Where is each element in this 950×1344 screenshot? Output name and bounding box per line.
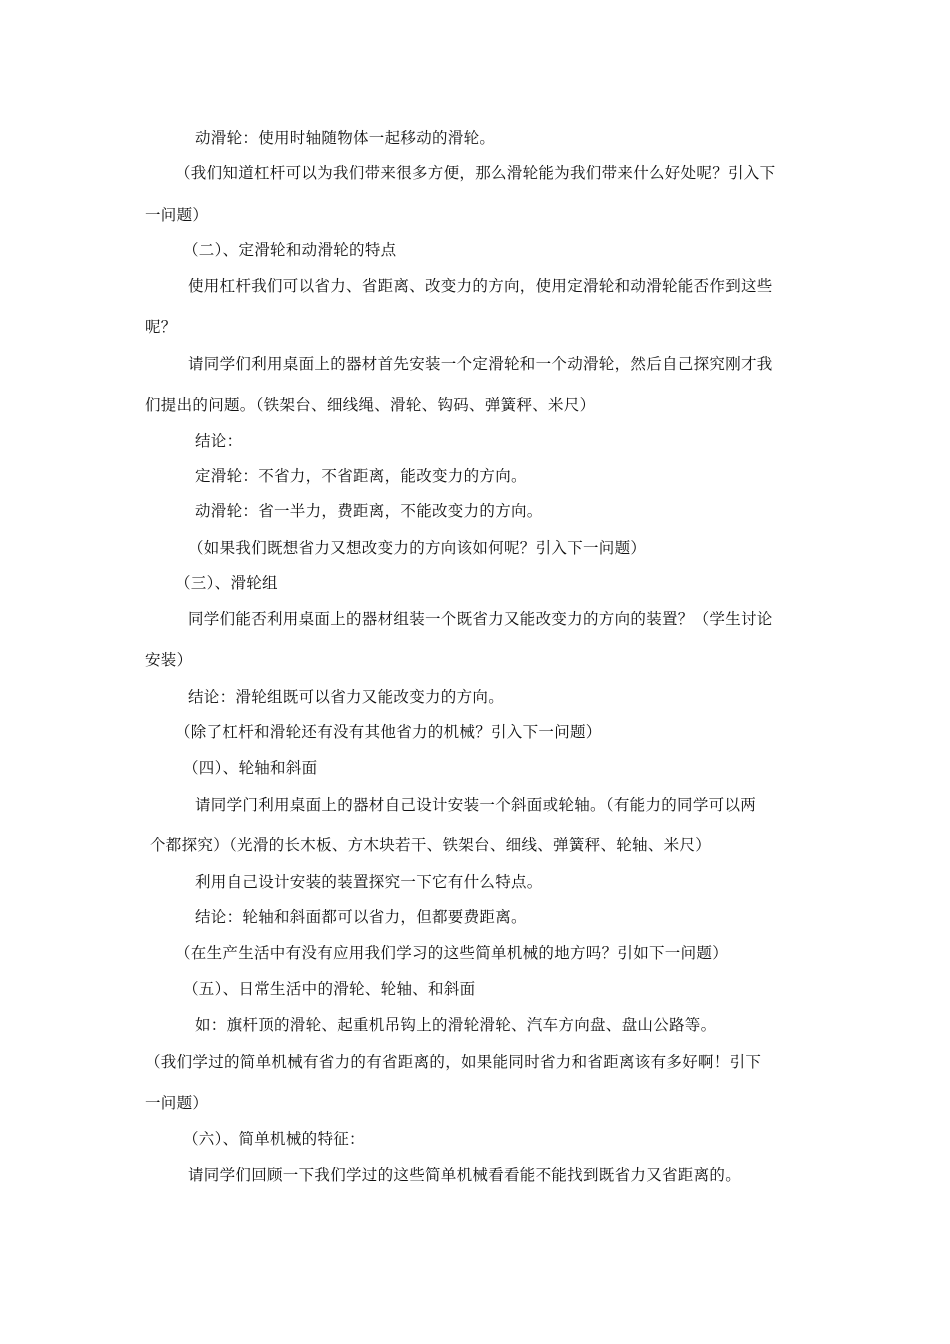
text-line: 们提出的问题。（铁架台、细线绳、滑轮、钩码、弹簧秤、米尺） [145, 396, 596, 414]
text-line: 定滑轮：不省力，不省距离，能改变力的方向。 [195, 467, 527, 485]
text-line: 结论：轮轴和斜面都可以省力，但都要费距离。 [195, 908, 527, 926]
text-line: 请同学们利用桌面上的器材首先安装一个定滑轮和一个动滑轮，然后自己探究刚才我 [188, 355, 773, 373]
text-line: 个都探究）（光滑的长木板、方木块若干、铁架台、细线、弹簧秤、轮轴、米尺） [150, 836, 712, 854]
text-line: 一问题） [145, 206, 209, 224]
text-line: （除了杠杆和滑轮还有没有其他省力的机械？引入下一问题） [175, 723, 602, 741]
text-line: （我们学过的简单机械有省力的有省距离的，如果能同时省力和省距离该有多好啊！引下 [145, 1053, 762, 1071]
section-heading: （五）、日常生活中的滑轮、轮轴、和斜面 [183, 980, 476, 998]
text-line: 使用杠杆我们可以省力、省距离、改变力的方向，使用定滑轮和动滑轮能否作到这些 [188, 277, 773, 295]
text-line: 请同学门利用桌面上的器材自己设计安装一个斜面或轮轴。（有能力的同学可以两 [195, 796, 757, 814]
text-line: 动滑轮：省一半力，费距离，不能改变力的方向。 [195, 502, 543, 520]
text-line: 结论：滑轮组既可以省力又能改变力的方向。 [188, 688, 505, 706]
text-line: 结论： [195, 432, 243, 450]
section-heading: （三）、滑轮组 [175, 574, 278, 592]
section-heading: （四）、轮轴和斜面 [183, 759, 318, 777]
text-line: 一问题） [145, 1094, 209, 1112]
text-line: 利用自己设计安装的装置探究一下它有什么特点。 [195, 873, 543, 891]
text-line: 动滑轮：使用时轴随物体一起移动的滑轮。 [195, 129, 496, 147]
text-line: （我们知道杠杆可以为我们带来很多方便，那么滑轮能为我们带来什么好处呢？引入下 [175, 164, 776, 182]
text-line: 请同学们回顾一下我们学过的这些简单机械看看能不能找到既省力又省距离的。 [188, 1166, 742, 1184]
text-line: 安装） [145, 651, 193, 669]
text-line: （如果我们既想省力又想改变力的方向该如何呢？引入下一问题） [188, 539, 647, 557]
section-heading: （六）、简单机械的特征： [183, 1130, 365, 1148]
text-line: 同学们能否利用桌面上的器材组装一个既省力又能改变力的方向的装置？（学生讨论 [188, 610, 773, 628]
text-line: 如：旗杆顶的滑轮、起重机吊钩上的滑轮滑轮、汽车方向盘、盘山公路等。 [195, 1016, 717, 1034]
text-line: 呢？ [145, 318, 177, 336]
section-heading: （二）、定滑轮和动滑轮的特点 [183, 241, 397, 259]
text-line: （在生产生活中有没有应用我们学习的这些简单机械的地方吗？引如下一问题） [175, 944, 729, 962]
